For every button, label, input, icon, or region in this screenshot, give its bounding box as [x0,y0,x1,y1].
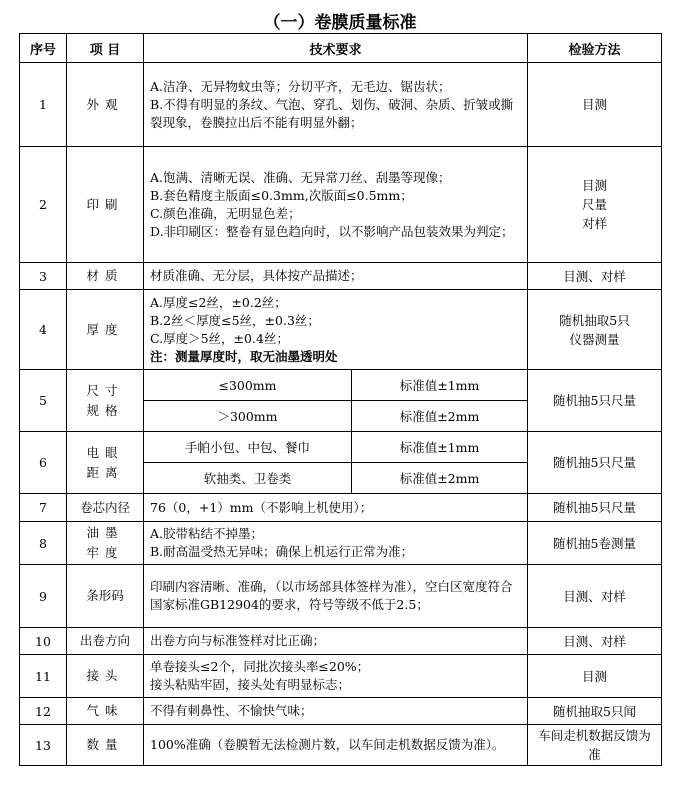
row-item: 气味 [67,698,144,725]
quality-standard-table [19,33,662,766]
row-number: 3 [20,263,67,290]
row-number: 8 [20,522,67,565]
row-requirements: 出卷方向与标准签样对比正确； [144,628,528,655]
table-row [20,522,662,565]
row-number: 10 [20,628,67,655]
requirement-line: D.非印刷区：整卷有显色趋向时，以不影响产品包装效果为判定； [150,223,514,239]
requirement-line: B.2丝＜厚度≤5丝，±0.3丝； [150,312,320,328]
thickness-note: 注：测量厚度时，取无油墨透明处 [150,348,338,364]
requirement-line: 单卷接头≤2个，同批次接头率≤20%； [150,659,370,674]
requirement-line: A.饱满、清晰无误、准确、无异常刀丝、刮墨等现像； [150,169,451,185]
row-item [67,522,144,565]
item-line: 电眼 [86,444,124,460]
row-item: 数量 [67,725,144,766]
row-method [528,147,662,263]
row-requirements [144,522,528,565]
spec-cell: 软抽类、卫卷类 [144,463,352,494]
header-method: 检验方法 [528,34,662,63]
row-number: 4 [20,290,67,370]
row-item: 印刷 [67,147,144,263]
requirement-line: 接头粘贴牢固，接头处有明显标志； [150,677,351,692]
table-row [20,655,662,698]
table-row [20,725,662,766]
row-number: 7 [20,494,67,522]
item-line: 规格 [86,402,124,418]
tolerance-cell: 标准值±2mm [352,401,528,432]
row-requirements: 76（0，+1）mm（不影响上机使用）； [144,494,528,522]
method-line: 目测 [582,178,608,193]
requirement-line: B.耐高温受热无异味；确保上机运行正常为准； [150,544,414,559]
item-line: 尺寸 [86,382,124,398]
row-number: 11 [20,655,67,698]
row-method: 目测、对样 [528,628,662,655]
row-requirements [144,63,528,147]
row-requirements [144,147,528,263]
table-header-row [20,34,662,63]
row-method: 车间走机数据反馈为准 [528,725,662,766]
row-method: 目测 [528,655,662,698]
row-method: 随机抽5只尺量 [528,370,662,432]
method-line: 尺量 [582,197,608,212]
row-requirements: 不得有刺鼻性、不愉快气味； [144,698,528,725]
row-requirements [144,655,528,698]
row-item: 材质 [67,263,144,290]
row-method: 随机抽5卷测量 [528,522,662,565]
item-line: 距离 [86,464,124,480]
row-method: 目测、对样 [528,263,662,290]
requirement-line: B.套色精度主版面≤0.3mm,次版面≤0.5mm； [150,187,413,203]
spec-cell: 手帕小包、中包、餐巾 [144,432,352,463]
table-row [20,698,662,725]
row-item: 外观 [67,63,144,147]
table-row [20,290,662,370]
row-item [67,370,144,432]
row-number: 5 [20,370,67,432]
row-number: 2 [20,147,67,263]
table-row [20,147,662,263]
row-method [528,290,662,370]
row-method: 随机抽5只尺量 [528,494,662,522]
row-requirements: 印刷内容清晰、准确，（以市场部具体签样为准），空白区宽度符合国家标准GB12904的要求，符号等级不低于2.5； [144,565,528,628]
header-item: 项 目 [67,34,144,63]
row-requirements [144,290,528,370]
requirement-line: B.不得有明显的条纹、气泡、穿孔、划伤、破洞、杂质、折皱或撕裂现象，卷膜拉出后不能有明显外翻； [150,96,514,130]
row-method: 目测 [528,63,662,147]
row-number: 9 [20,565,67,628]
requirement-line: A.胶带粘结不掉墨； [150,526,264,541]
requirement-line: A.厚度≤2丝，±0.2丝； [150,294,287,310]
row-item [67,432,144,494]
row-number: 12 [20,698,67,725]
method-line: 随机抽取5只 [559,312,630,328]
table-row [20,565,662,628]
row-requirements: 材质准确、无分层，具体按产品描述； [144,263,528,290]
row-method: 随机抽取5只闻 [528,698,662,725]
item-line: 牢度 [86,545,124,560]
row-number: 1 [20,63,67,147]
table-row [20,263,662,290]
spec-cell: ＞300mm [144,401,352,432]
header-no: 序号 [20,34,67,63]
item-line: 油墨 [86,525,124,540]
method-line: 仪器测量 [569,331,620,347]
requirement-line: C.厚度＞5丝，±0.4丝； [150,330,289,346]
row-method: 目测、对样 [528,565,662,628]
spec-cell: ≤300mm [144,370,352,401]
header-requirements: 技术要求 [144,34,528,63]
requirement-line: C.颜色准确，无明显色差； [150,205,301,221]
row-item: 出卷方向 [67,628,144,655]
method-line: 对样 [582,216,608,231]
table-row [20,370,662,401]
tolerance-cell: 标准值±1mm [352,370,528,401]
document-title: （一）卷膜质量标准 [263,13,417,33]
row-requirements: 100%准确（卷膜暂无法检测片数，以车间走机数据反馈为准）。 [144,725,528,766]
tolerance-cell: 标准值±1mm [352,432,528,463]
tolerance-cell: 标准值±2mm [352,463,528,494]
table-row [20,63,662,147]
row-number: 6 [20,432,67,494]
table-row [20,628,662,655]
row-item: 接头 [67,655,144,698]
row-item: 条形码 [67,565,144,628]
row-item: 厚度 [67,290,144,370]
row-item: 卷芯内径 [67,494,144,522]
requirement-line: A.洁净、无异物蚊虫等；分切平齐，无毛边、锯齿状； [150,78,451,94]
row-method: 随机抽5只尺量 [528,432,662,494]
table-row [20,494,662,522]
table-row [20,432,662,463]
row-number: 13 [20,725,67,766]
